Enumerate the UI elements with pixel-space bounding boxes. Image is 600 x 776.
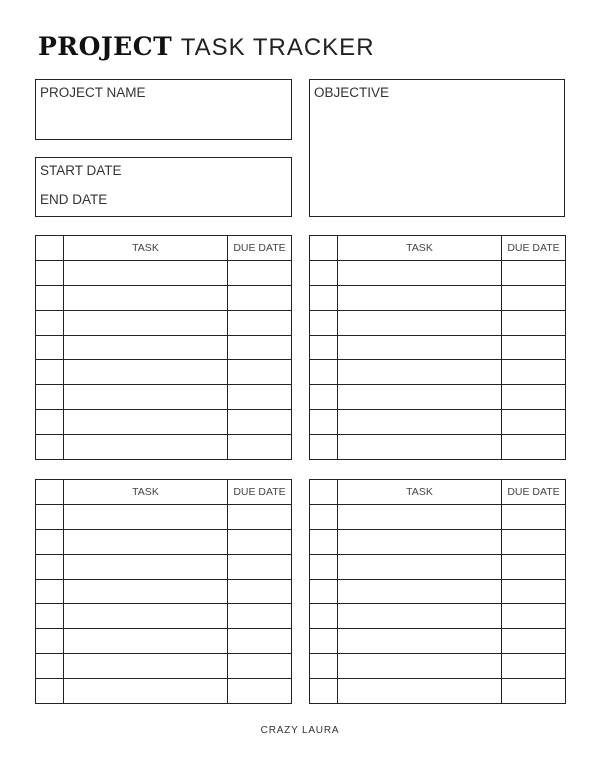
due-date-entry-cell[interactable] <box>228 410 292 435</box>
due-date-entry-cell[interactable] <box>502 654 566 679</box>
task-row <box>36 435 292 460</box>
project-name-box[interactable] <box>35 79 292 140</box>
task-row <box>36 360 292 385</box>
task-entry-cell[interactable] <box>64 604 228 629</box>
due-date-entry-cell[interactable] <box>228 435 292 460</box>
task-checkbox-cell[interactable] <box>36 335 64 360</box>
checkbox-header-cell <box>310 236 338 261</box>
task-entry-cell[interactable] <box>338 260 502 285</box>
due-date-entry-cell[interactable] <box>228 604 292 629</box>
task-row <box>310 410 566 435</box>
task-table-top-right <box>309 235 566 460</box>
task-entry-cell[interactable] <box>338 335 502 360</box>
dates-box[interactable] <box>35 157 292 217</box>
task-checkbox-cell[interactable] <box>310 285 338 310</box>
task-entry-cell[interactable] <box>64 629 228 654</box>
due-date-entry-cell[interactable] <box>502 554 566 579</box>
task-row <box>310 260 566 285</box>
task-entry-cell[interactable] <box>338 360 502 385</box>
task-entry-cell[interactable] <box>64 504 228 529</box>
due-date-entry-cell[interactable] <box>228 529 292 554</box>
due-date-header: DUE DATE <box>228 480 292 505</box>
due-date-entry-cell[interactable] <box>502 435 566 460</box>
task-row <box>310 360 566 385</box>
task-entry-cell[interactable] <box>338 679 502 704</box>
due-date-entry-cell[interactable] <box>228 310 292 335</box>
due-date-entry-cell[interactable] <box>502 529 566 554</box>
task-entry-cell[interactable] <box>338 554 502 579</box>
footer-brand: CRAZY LAURA <box>260 725 340 736</box>
task-checkbox-cell[interactable] <box>310 629 338 654</box>
table-header-row <box>310 236 566 261</box>
due-date-entry-cell[interactable] <box>228 554 292 579</box>
task-checkbox-cell[interactable] <box>36 679 64 704</box>
task-entry-cell[interactable] <box>64 385 228 410</box>
task-row <box>310 604 566 629</box>
due-date-entry-cell[interactable] <box>228 629 292 654</box>
task-table-bottom-right <box>309 479 566 704</box>
task-row <box>310 385 566 410</box>
task-row <box>36 504 292 529</box>
due-date-entry-cell[interactable] <box>502 679 566 704</box>
task-entry-cell[interactable] <box>338 654 502 679</box>
due-date-header: DUE DATE <box>228 236 292 261</box>
task-entry-cell[interactable] <box>64 435 228 460</box>
project-name-label: PROJECT NAME <box>40 85 146 100</box>
task-row <box>310 629 566 654</box>
task-checkbox-cell[interactable] <box>36 654 64 679</box>
due-date-entry-cell[interactable] <box>502 604 566 629</box>
task-row <box>36 654 292 679</box>
task-checkbox-cell[interactable] <box>310 385 338 410</box>
task-header: TASK <box>64 480 228 505</box>
task-checkbox-cell[interactable] <box>36 579 64 604</box>
task-entry-cell[interactable] <box>64 260 228 285</box>
title-project: PROJECT <box>38 32 173 61</box>
task-entry-cell[interactable] <box>338 629 502 654</box>
task-row <box>36 335 292 360</box>
task-row <box>310 435 566 460</box>
task-row <box>310 529 566 554</box>
task-checkbox-cell[interactable] <box>310 335 338 360</box>
task-checkbox-cell[interactable] <box>310 360 338 385</box>
task-row <box>36 410 292 435</box>
task-checkbox-cell[interactable] <box>310 579 338 604</box>
task-checkbox-cell[interactable] <box>36 554 64 579</box>
checkbox-header-cell <box>36 236 64 261</box>
task-checkbox-cell[interactable] <box>36 604 64 629</box>
task-checkbox-cell[interactable] <box>36 629 64 654</box>
task-checkbox-cell[interactable] <box>36 360 64 385</box>
checkbox-header-cell <box>36 480 64 505</box>
task-entry-cell[interactable] <box>338 435 502 460</box>
task-entry-cell[interactable] <box>338 504 502 529</box>
due-date-entry-cell[interactable] <box>502 385 566 410</box>
due-date-entry-cell[interactable] <box>228 335 292 360</box>
task-entry-cell[interactable] <box>64 310 228 335</box>
task-entry-cell[interactable] <box>64 335 228 360</box>
checkbox-header-cell <box>310 480 338 505</box>
task-row <box>310 579 566 604</box>
due-date-entry-cell[interactable] <box>228 679 292 704</box>
due-date-entry-cell[interactable] <box>502 310 566 335</box>
due-date-header: DUE DATE <box>502 236 566 261</box>
task-entry-cell[interactable] <box>338 285 502 310</box>
task-entry-cell[interactable] <box>64 529 228 554</box>
due-date-entry-cell[interactable] <box>502 285 566 310</box>
task-entry-cell[interactable] <box>64 360 228 385</box>
task-row <box>310 335 566 360</box>
task-checkbox-cell[interactable] <box>310 504 338 529</box>
task-entry-cell[interactable] <box>64 654 228 679</box>
due-date-header: DUE DATE <box>502 480 566 505</box>
due-date-entry-cell[interactable] <box>228 654 292 679</box>
task-row <box>36 529 292 554</box>
due-date-entry-cell[interactable] <box>502 410 566 435</box>
due-date-entry-cell[interactable] <box>502 629 566 654</box>
task-checkbox-cell[interactable] <box>36 504 64 529</box>
task-table-bottom-left <box>35 479 292 704</box>
due-date-entry-cell[interactable] <box>228 385 292 410</box>
due-date-entry-cell[interactable] <box>228 504 292 529</box>
task-row <box>36 679 292 704</box>
start-date-label: START DATE <box>40 163 122 178</box>
due-date-entry-cell[interactable] <box>502 504 566 529</box>
due-date-entry-cell[interactable] <box>502 360 566 385</box>
task-row <box>310 679 566 704</box>
task-checkbox-cell[interactable] <box>310 554 338 579</box>
task-checkbox-cell[interactable] <box>36 435 64 460</box>
task-header: TASK <box>338 480 502 505</box>
task-row <box>310 504 566 529</box>
task-checkbox-cell[interactable] <box>36 410 64 435</box>
task-checkbox-cell[interactable] <box>310 679 338 704</box>
task-entry-cell[interactable] <box>338 529 502 554</box>
due-date-entry-cell[interactable] <box>228 285 292 310</box>
task-header: TASK <box>64 236 228 261</box>
task-entry-cell[interactable] <box>338 310 502 335</box>
task-row <box>36 285 292 310</box>
task-entry-cell[interactable] <box>64 679 228 704</box>
task-table-top-left <box>35 235 292 460</box>
task-row <box>36 385 292 410</box>
task-entry-cell[interactable] <box>64 410 228 435</box>
task-checkbox-cell[interactable] <box>36 385 64 410</box>
task-row <box>310 654 566 679</box>
task-entry-cell[interactable] <box>64 554 228 579</box>
table-header-row <box>310 480 566 505</box>
task-row <box>310 554 566 579</box>
task-checkbox-cell[interactable] <box>310 435 338 460</box>
task-row <box>310 285 566 310</box>
task-checkbox-cell[interactable] <box>310 260 338 285</box>
task-checkbox-cell[interactable] <box>36 285 64 310</box>
due-date-entry-cell[interactable] <box>228 360 292 385</box>
task-entry-cell[interactable] <box>338 604 502 629</box>
task-row <box>36 604 292 629</box>
task-row <box>310 310 566 335</box>
task-row <box>36 579 292 604</box>
due-date-entry-cell[interactable] <box>502 260 566 285</box>
task-row <box>36 310 292 335</box>
task-entry-cell[interactable] <box>64 285 228 310</box>
task-entry-cell[interactable] <box>338 385 502 410</box>
task-entry-cell[interactable] <box>338 410 502 435</box>
objective-box[interactable] <box>309 79 565 217</box>
task-checkbox-cell[interactable] <box>310 604 338 629</box>
due-date-entry-cell[interactable] <box>228 579 292 604</box>
due-date-entry-cell[interactable] <box>502 335 566 360</box>
table-header-row <box>36 236 292 261</box>
task-row <box>36 260 292 285</box>
page-title <box>38 34 375 60</box>
due-date-entry-cell[interactable] <box>228 260 292 285</box>
task-header: TASK <box>338 236 502 261</box>
end-date-label: END DATE <box>40 192 108 207</box>
title-task-tracker: TASK TRACKER <box>180 34 375 61</box>
task-checkbox-cell[interactable] <box>310 654 338 679</box>
task-checkbox-cell[interactable] <box>310 410 338 435</box>
task-row <box>36 554 292 579</box>
task-checkbox-cell[interactable] <box>310 529 338 554</box>
task-checkbox-cell[interactable] <box>36 529 64 554</box>
task-checkbox-cell[interactable] <box>310 310 338 335</box>
task-entry-cell[interactable] <box>64 579 228 604</box>
task-row <box>36 629 292 654</box>
table-header-row <box>36 480 292 505</box>
task-checkbox-cell[interactable] <box>36 310 64 335</box>
task-entry-cell[interactable] <box>338 579 502 604</box>
objective-label: OBJECTIVE <box>314 85 390 100</box>
due-date-entry-cell[interactable] <box>502 579 566 604</box>
task-checkbox-cell[interactable] <box>36 260 64 285</box>
